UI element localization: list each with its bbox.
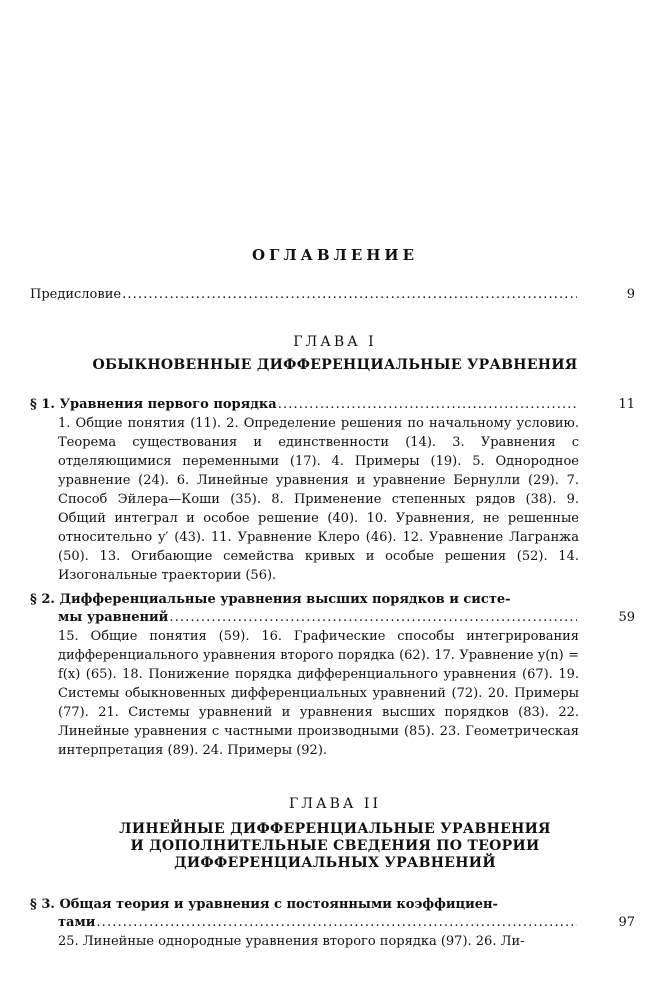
preface-entry[interactable]: [30, 286, 635, 304]
section-2-contents: 15. Общие понятия (59). 16. Графические способы интегрирования дифференциального уравнения второго порядка (62). 17. Уравнение y(n) = f(x) (65). 18. Понижение порядка дифференциального уравнения (67). 19. Системы обыкновенных дифференциальных уравнений (72). 20. Примеры (77). 21. Системы уравнений и уравнения высших порядков (83). 22. Линейные уравнения с частными производными (85). 23. Геометрическая интерпретация (89). 24. Примеры (92).: [58, 629, 579, 758]
section-3-number: § 3.: [30, 897, 55, 912]
section-1-page: 11: [618, 397, 635, 412]
leader-dots: [122, 286, 577, 304]
leader-dots: [96, 914, 577, 932]
section-3-contents: 25. Линейные однородные уравнения второго порядка (97). 26. Ли-: [58, 934, 525, 949]
chapter-2-title-line3: ДИФФЕРЕНЦИАЛЬНЫХ УРАВНЕНИЙ: [174, 855, 496, 871]
section-2-heading-line2[interactable]: [30, 609, 635, 627]
leader-dots: [169, 609, 577, 627]
section-2-title: Дифференциальные уравнения высших порядков и систе-: [59, 592, 511, 607]
chapter-2-title-line2: И ДОПОЛНИТЕЛЬНЫЕ СВЕДЕНИЯ ПО ТЕОРИИ: [130, 838, 540, 854]
section-3[interactable]: [30, 896, 635, 951]
section-2-title-cont: мы уравнений: [58, 610, 169, 625]
toc-title: ОГЛАВЛЕНИЕ: [251, 246, 419, 264]
section-2-heading-line1: [30, 591, 635, 609]
chapter-2-title-line1: ЛИНЕЙНЫЕ ДИФФЕРЕНЦИАЛЬНЫЕ УРАВНЕНИЯ: [119, 821, 551, 837]
section-2-page: 59: [618, 610, 635, 625]
section-2[interactable]: [30, 591, 635, 760]
section-3-title-cont: тами: [58, 915, 96, 930]
preface-label: Предисловие: [30, 287, 122, 302]
section-3-title: Общая теория и уравнения с постоянными коэффициен-: [59, 897, 498, 912]
chapter-2-label: ГЛАВА II: [289, 796, 381, 812]
section-1[interactable]: [30, 396, 635, 585]
section-3-heading-line1: [30, 896, 635, 914]
section-1-contents: 1. Общие понятия (11). 2. Определение решения по начальному условию. Теорема существования и единственности (14). 3. Уравнения с отделяющимися переменными (17). 4. Примеры (19). 5. Однородное уравнение (24). 6. Линейные уравнения и уравнение Бернулли (29). 7. Способ Эйлера—Коши (35). 8. Применение степенных рядов (38). 9. Общий интеграл и особое решение (40). 10. Уравнения, не решенные относительно y′ (43). 11. Уравнение Клеро (46). 12. Уравнение Лагранжа (50). 13. Огибающие семейства кривых и особые решения (52). 14. Изогональные траектории (56).: [58, 416, 579, 583]
section-3-page: 97: [618, 915, 635, 930]
chapter-1-label: ГЛАВА I: [293, 334, 377, 350]
section-1-number: § 1.: [30, 397, 55, 412]
chapter-1-title: ОБЫКНОВЕННЫЕ ДИФФЕРЕНЦИАЛЬНЫЕ УРАВНЕНИЯ: [92, 357, 578, 373]
section-1-heading[interactable]: [30, 396, 635, 414]
section-1-title: Уравнения первого порядка: [59, 397, 277, 412]
section-2-number: § 2.: [30, 592, 55, 607]
preface-page: 9: [626, 287, 635, 302]
section-3-heading-line2[interactable]: [30, 914, 635, 932]
leader-dots: [278, 396, 577, 414]
